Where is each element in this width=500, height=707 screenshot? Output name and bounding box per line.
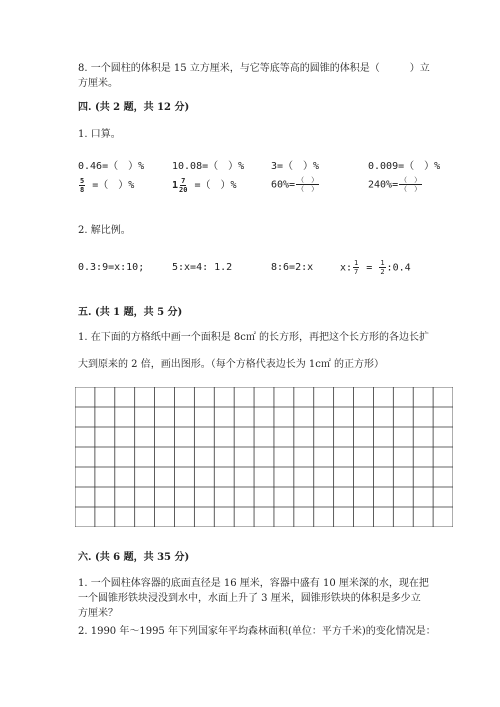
proportion-4: x: $\frac{1}{7}$ = $\frac{1}{2}$ :0.4 (340, 259, 411, 276)
calc-240-percent: 240%= $\frac{( )}{( )}$ (368, 176, 422, 193)
fraction-7-20: $\frac{7}{20}$ (179, 176, 188, 194)
section-5-q1-line2: 大到原来的 2 倍，画出图形。（每个方格代表边长为 1c㎡ 的正方形） (78, 359, 385, 370)
section-6-title: 六. (共 6 题，共 35 分) (78, 552, 190, 563)
fraction-1-7: $\frac{1}{7}$ (354, 259, 359, 276)
section-6-q1 (78, 576, 438, 621)
section-4-q2-title: 2. 解比例。 (78, 225, 131, 236)
calc-10-08: 10.08=（ ）% (172, 161, 245, 172)
fraction-1-2: $\frac{1}{2}$ (380, 259, 385, 276)
blank-fraction: $\frac{( )}{( )}$ (400, 176, 422, 193)
section-4-title: 四. (共 2 题，共 12 分) (78, 102, 190, 113)
fraction-5-8: $\frac{5}{8}$ (80, 176, 85, 194)
section-4-q1-title: 1. 口算。 (78, 129, 121, 140)
question-8-line2: 方厘米。 (78, 78, 118, 89)
blank-fraction: $\frac{( )}{( )}$ (297, 176, 319, 193)
square-grid[interactable] (75, 387, 453, 527)
proportion-2: 5:x=4: 1.2 (172, 262, 233, 273)
calc-5-8: $\frac{5}{8}$ =（ ）% (80, 176, 135, 194)
proportion-3: 8:6=2:x (271, 262, 314, 273)
section-5-title: 五. (共 1 题，共 5 分) (78, 307, 183, 318)
section-6-q2-line1: 2. 1990 年～1995 年下列国家年平均森林面积(单位：平方千米)的变化情况是： (78, 626, 436, 637)
calc-0-46: 0.46=（ ）% (78, 161, 145, 172)
section-5-q1-line1: 1. 在下面的方格纸中画一个面积是 8c㎡ 的长方形，再把这个长方形的各边长扩 (78, 332, 430, 343)
calc-0-009: 0.009=（ ）% (368, 161, 441, 172)
section-6-q1-line2: 一个圆锥形铁块浸没到水中，水面上升了 3 厘米，圆锥形铁块的体积是多少立 (78, 593, 421, 604)
calc-60-percent: 60%= $\frac{( )}{( )}$ (271, 176, 319, 193)
section-6-q1-line1: 1. 一个圆柱体容器的底面直径是 16 厘米，容器中盛有 10 厘米深的水，现在把 (78, 578, 429, 589)
calc-3: 3=（ ）% (271, 161, 320, 172)
proportion-1: 0.3:9=x:10; (78, 262, 145, 273)
question-8-line1: 8. 一个圆柱的体积是 15 立方厘米，与它等底等高的圆锥的体积是（ ）立 (78, 63, 430, 74)
calc-1-7-20: 1 $\frac{7}{20}$ =（ ）% (172, 176, 237, 194)
question-8 (78, 61, 438, 91)
section-6-q1-line3: 方厘米？ (78, 608, 118, 619)
